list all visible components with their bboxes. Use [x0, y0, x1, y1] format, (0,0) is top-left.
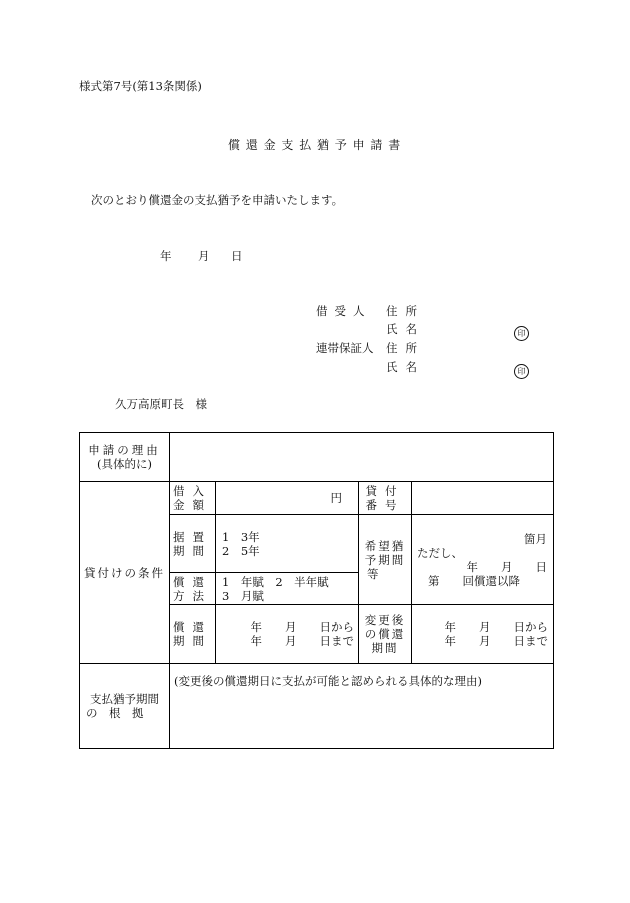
- date-year: 年: [160, 249, 172, 263]
- repayment-method-label: [170, 573, 216, 605]
- however-text: ただし、: [417, 545, 463, 560]
- guarantor-address-label: 住所: [386, 341, 425, 355]
- method-option-2[interactable]: 3 月賦: [222, 588, 264, 603]
- loan-number-label-line2: 番号: [365, 498, 405, 512]
- method-option-1[interactable]: 1 年賦 2 半年賦: [222, 574, 329, 589]
- grace-period-label: [170, 515, 216, 573]
- desired-period-label: [359, 515, 412, 605]
- seal-icon: 印: [514, 326, 529, 341]
- borrower-label: 借受人: [316, 304, 372, 318]
- basis-note: (変更後の償還期日に支払が可能と認められる具体的な理由): [174, 674, 482, 688]
- repayment-period-label: [170, 605, 216, 664]
- changed-from-date: 年 月 日から: [444, 620, 548, 634]
- reason-input[interactable]: [170, 433, 554, 482]
- borrower-address-label: 住所: [386, 304, 425, 318]
- repayment-method-options[interactable]: [216, 573, 359, 605]
- loan-amount-label-line2: 金額: [173, 498, 212, 512]
- yen-unit: 円: [330, 491, 342, 505]
- repayment-period-input[interactable]: [216, 605, 359, 664]
- method-label-line1: 償還: [173, 574, 212, 589]
- method-label-line2: 方法: [173, 588, 212, 603]
- addressee: 久万高原町長 様: [115, 397, 207, 411]
- date-month: 月: [198, 249, 210, 263]
- borrower-name-label: 氏名: [386, 322, 425, 336]
- repay-period-label-line1: 償還: [173, 620, 212, 634]
- desired-label-line1: 希望猶: [364, 538, 406, 553]
- grace-option-2[interactable]: 2 5年: [222, 543, 260, 558]
- conditions-label: 貸付けの条件: [80, 482, 170, 664]
- seal-icon: 印: [514, 364, 529, 379]
- form-number: 様式第7号(第13条関係): [79, 79, 202, 93]
- repay-from-date: 年 月 日から: [250, 620, 354, 634]
- changed-period-label: [359, 605, 412, 664]
- repay-period-label-line2: 期間: [173, 634, 212, 648]
- guarantor-name-label: 氏名: [386, 360, 425, 374]
- guarantor-label: 連帯保証人: [316, 341, 374, 355]
- desired-label-line2: 予期間: [364, 552, 406, 567]
- basis-input[interactable]: [170, 664, 554, 749]
- loan-number-input[interactable]: [412, 482, 554, 515]
- changed-label-line3: 期間: [371, 641, 399, 655]
- grace-label-line2: 期間: [173, 543, 212, 558]
- grace-label-line1: 据置: [173, 529, 212, 544]
- basis-label-cell: [80, 664, 170, 749]
- reason-label-cell: [80, 433, 170, 482]
- loan-amount-input[interactable]: [216, 482, 359, 515]
- page-title: 償還金支払猶予申請書: [228, 138, 407, 152]
- intro-text: 次のとおり償還金の支払猶予を申請いたします。: [91, 193, 344, 207]
- date-day: 日: [231, 249, 243, 263]
- application-table: [79, 432, 554, 749]
- basis-sublabel: の 根 拠: [86, 706, 144, 720]
- loan-number-label: [359, 482, 412, 515]
- grace-option-1[interactable]: 1 3年: [222, 529, 260, 544]
- repay-to-date: 年 月 日まで: [250, 634, 354, 648]
- guarantor-seal: [514, 359, 529, 379]
- changed-to-date: 年 月 日まで: [444, 634, 548, 648]
- months-unit: 箇月: [524, 531, 547, 546]
- desired-label-line3: 等: [367, 566, 379, 581]
- changed-period-input[interactable]: [412, 605, 554, 664]
- loan-number-label-line1: 貸付: [365, 484, 405, 498]
- changed-label-line2: の償還: [364, 627, 406, 641]
- loan-amount-label-line1: 借入: [173, 484, 212, 498]
- basis-label: 支払猶予期間: [90, 692, 159, 706]
- grace-period-options[interactable]: [216, 515, 359, 573]
- loan-amount-label: [170, 482, 216, 515]
- borrower-seal: [514, 321, 529, 341]
- reason-label: 申請の理由: [88, 443, 161, 457]
- desired-date: 年 月 日: [466, 559, 547, 574]
- changed-label-line1: 変更後: [364, 613, 406, 627]
- installment-text: 第 回償還以降: [428, 573, 520, 588]
- desired-period-input[interactable]: [412, 515, 554, 605]
- reason-sublabel: (具体的に): [97, 457, 152, 471]
